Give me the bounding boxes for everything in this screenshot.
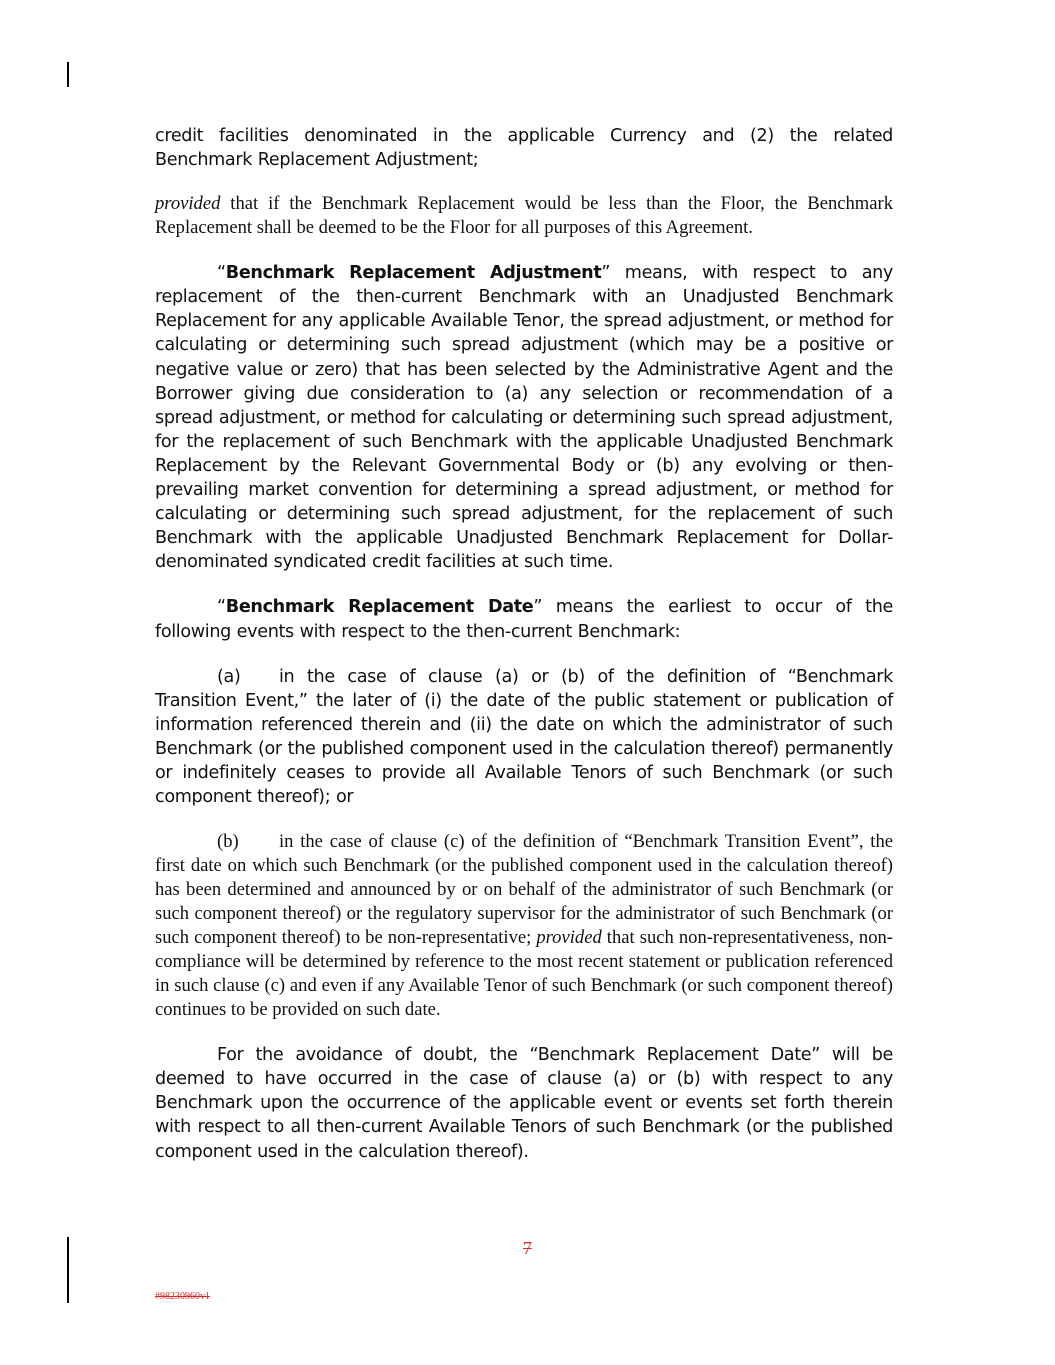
clause-text: in the case of clause (c) of the definition of “Benchmark Transition Event”, the first date on which such Benchmark (or the published component used in the calculation thereof) has been determined and announced by or on behalf of the administrator of such Benchmark (or such component thereof) or the regulatory supervisor for the administrator of such Benchmark (or such component thereof) to be non-representative; <box>155 831 893 949</box>
open-quote: “ <box>217 597 226 618</box>
definition-text: ” means, with respect to any replacement of the then-current Benchmark with an Unadjusted Benchmark Replacement for any applicable Available Tenor, the spread adjustment, or method for calculating or determining such spread adjustment (which may be a positive or negative value or zero) that has been selected by the Administrative Agent and the Borrower giving due consideration to (a) any selection or recommendation of a spread adjustment, or method for calculating or determining such spread adjustment, for the replacement of such Benchmark with the applicable Unadjusted Benchmark Replacement by the Relevant Governmental Body or (b) any evolving or then-prevailing market convention for determining a spread adjustment, or method for calculating or determining such spread adjustment, for the replacement of such Benchmark with the applicable Unadjusted Benchmark Replacement for Dollar-denominated syndicated credit facilities at such time. <box>155 263 893 573</box>
open-quote: “ <box>217 263 226 284</box>
change-bar-top <box>67 62 69 87</box>
document-body <box>155 124 893 1164</box>
paragraph-text: For the avoidance of doubt, the “Benchmark Replacement Date” will be deemed to have occurred in the case of clause (a) or (b) with respect to any Benchmark upon the occurrence of the applicable event or events set forth therein with respect to all then-current Available Tenors of such Benchmark (or the published component used in the calculation thereof). <box>155 1045 893 1162</box>
clause-b <box>155 830 893 1022</box>
paragraph-proviso <box>155 192 893 240</box>
defined-term: Benchmark Replacement Date <box>225 597 534 618</box>
definition-text: ” means the earliest to occur of the following events with respect to the then-current Benchmark: <box>155 597 893 642</box>
clause-label: (b) <box>217 831 239 853</box>
document-id: #98230960v1 <box>155 1291 210 1302</box>
page-number: 7 <box>523 1238 532 1258</box>
paragraph-continuation <box>155 124 893 172</box>
definition-benchmark-replacement-date <box>155 595 893 643</box>
paragraph-avoidance-of-doubt <box>155 1043 893 1163</box>
paragraph-text: credit facilities denominated in the applicable Currency and (2) the related Benchmark Replacement Adjustment; <box>155 126 893 171</box>
definition-benchmark-replacement-adjustment <box>155 261 893 574</box>
clause-text-continued: that such non-representativeness, non-compliance will be determined by reference to the most recent statement or publication referenced in such clause (c) and even if any Available Tenor of such Benchmark (or such component thereof) continues to be provided on such date. <box>155 927 893 1021</box>
italic-provided: provided <box>155 193 221 215</box>
defined-term: Benchmark Replacement Adjustment <box>225 263 602 284</box>
paragraph-text: that if the Benchmark Replacement would be less than the Floor, the Benchmark Replacement shall be deemed to be the Floor for all purposes of this Agreement. <box>155 193 893 239</box>
clause-a <box>155 665 893 810</box>
clause-text: in the case of clause (a) or (b) of the definition of “Benchmark Transition Event,” the later of (i) the date of the public statement or publication of information referenced therein and (ii) the date on which the administrator of such Benchmark (or the published component used in the calculation thereof) permanently or indefinitely ceases to provide all Available Tenors of such Benchmark (or such component thereof); or <box>155 666 893 808</box>
italic-provided: provided <box>536 927 602 949</box>
clause-label: (a) <box>217 666 241 687</box>
